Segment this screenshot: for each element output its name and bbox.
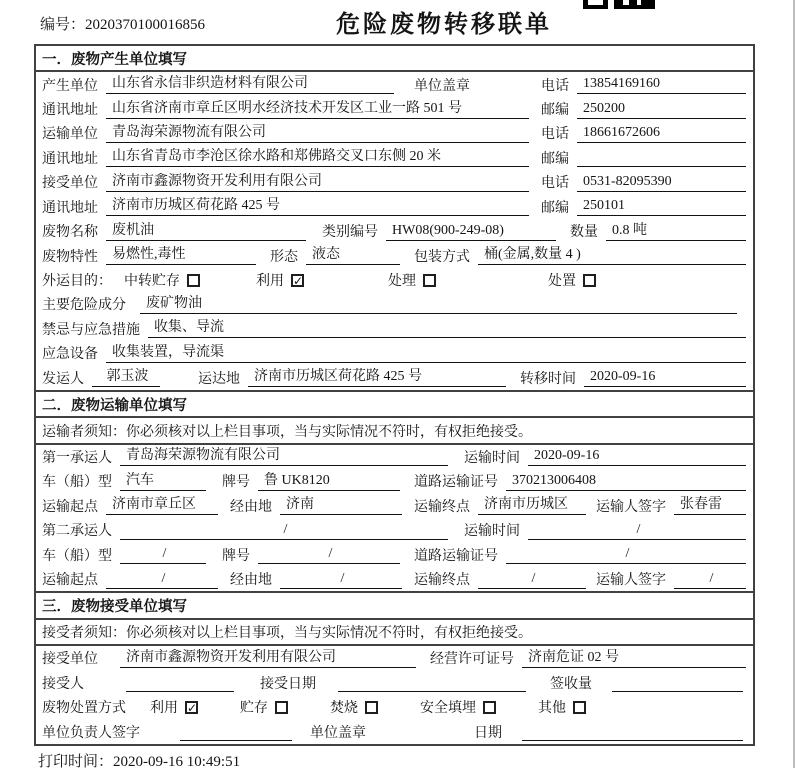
accepting-unit-row [36, 646, 753, 670]
vehicle-label: 车（船）型 [42, 475, 112, 491]
disposal-option-label: 贮存 [240, 701, 268, 717]
phone-label: 电话 [541, 127, 569, 143]
category-label: 类别编号 [322, 225, 378, 241]
transporter-label: 运输单位 [42, 127, 98, 143]
accepting-unit-label: 接受单位 [42, 652, 98, 668]
transporter-phone-group [541, 123, 751, 143]
trait-label: 废物特性 [42, 249, 98, 265]
receiver-address-row [36, 195, 753, 219]
transporter-notice-row [36, 418, 753, 444]
carrier2-plate-value: / [258, 545, 400, 564]
transfer-time-label: 转移时间 [520, 371, 576, 387]
sign-label: 运输人签字 [596, 499, 666, 515]
license-value: 济南危证 02 号 [522, 649, 746, 668]
transporter-group [42, 123, 541, 143]
packing-value: 桶(金属,数量 4 ) [478, 246, 746, 265]
use-checkbox: ✓ [293, 273, 304, 288]
carrier1-via-value: 济南 [280, 496, 402, 515]
purpose-option-use [256, 270, 304, 290]
sign-label: 运输人签字 [596, 573, 666, 589]
section3-header: 三．废物接受单位填写 [36, 591, 753, 619]
qr-module [629, 0, 637, 5]
serial-number-line [40, 13, 205, 34]
manifest-form [34, 44, 755, 746]
disposal-option-landfill [420, 697, 496, 717]
treatment-checkbox [423, 274, 436, 287]
seal-label: 单位盖章 [414, 78, 470, 94]
via-label: 经由地 [230, 573, 272, 589]
disposal-checkbox [583, 274, 596, 287]
received-qty-value [612, 673, 743, 692]
disposal-method-label: 废物处置方式 [42, 701, 126, 717]
transporter-zip-group [541, 148, 751, 168]
disposal-method-row [36, 695, 753, 719]
date-value [522, 722, 743, 741]
carrier1-plate-value: 鲁 UK8120 [258, 472, 400, 491]
qr-finder-pattern [583, 0, 608, 9]
receiver-row [36, 170, 753, 194]
quantity-value: 0.8 吨 [606, 222, 746, 241]
address-label: 通讯地址 [42, 200, 98, 216]
section1-header: 一．废物产生单位填写 [36, 46, 753, 72]
terminal-label: 运输终点 [414, 573, 470, 589]
carrier1-row [36, 445, 753, 469]
disposal-option-label: 利用 [150, 701, 178, 717]
shipper-label: 发运人 [42, 371, 84, 387]
carrier2-time-value: / [528, 521, 746, 540]
disposal-option-label: 安全填埋 [420, 701, 476, 717]
disposal-option-label: 其他 [538, 701, 566, 717]
plate-label: 牌号 [222, 475, 250, 491]
waste-name-value: 废机油 [106, 222, 306, 241]
qr-code-fragment [583, 0, 655, 9]
qr-module [614, 0, 623, 5]
taboo-value: 收集、导流 [148, 319, 746, 338]
carrier1-value: 青岛海荣源物流有限公司 [120, 447, 448, 466]
acceptor-value [126, 673, 234, 692]
transporter-notice-text: 运输者须知：你必须核对以上栏目事项，当与实际情况不符时，有权拒绝接受。 [42, 424, 532, 440]
qr-module [614, 5, 655, 9]
receiver-zip-group [541, 197, 751, 217]
carrier1-vehicle-value: 汽车 [120, 472, 206, 491]
producer-label: 产生单位 [42, 78, 98, 94]
carrier2-via-value: / [280, 570, 402, 589]
waste-name-row [36, 219, 753, 243]
disposal-option-label: 焚烧 [330, 701, 358, 717]
producer-address-row [36, 97, 753, 121]
road-permit-label: 道路运输证号 [414, 548, 498, 564]
producer-row [36, 72, 753, 96]
receiver-zip-value: 250101 [577, 197, 746, 216]
receiver-value: 济南市鑫源物资开发利用有限公司 [106, 173, 529, 192]
producer-group [42, 75, 541, 95]
address-label: 通讯地址 [42, 103, 98, 119]
carrier2-permit-value: / [506, 545, 746, 564]
accepting-unit-value: 济南市鑫源物资开发利用有限公司 [120, 649, 416, 668]
equipment-value: 收集装置，导流渠 [106, 344, 746, 363]
zip-label: 邮编 [541, 151, 569, 167]
waste-trait-row [36, 243, 753, 267]
disposal-storage-checkbox [275, 701, 288, 714]
origin-label: 运输起点 [42, 573, 98, 589]
transport-time-label: 运输时间 [464, 524, 520, 540]
destination-label: 运达地 [198, 371, 240, 387]
producer-value: 山东省永信非织造材料有限公司 [106, 75, 394, 94]
serial-number: 2020370100016856 [85, 17, 206, 33]
date-label: 日期 [474, 725, 502, 741]
plate-label: 牌号 [222, 548, 250, 564]
destination-value: 济南市历城区荷花路 425 号 [248, 368, 506, 387]
carrier2-vehicle-row [36, 542, 753, 566]
purpose-row [36, 268, 753, 292]
producer-zip-value: 250200 [577, 100, 746, 119]
acceptor-label: 接受人 [42, 676, 84, 692]
purpose-option-transfer-storage [124, 270, 200, 290]
purpose-option-label: 处理 [388, 274, 416, 289]
disposal-use-checkbox: ✓ [187, 700, 198, 715]
carrier1-sign-value: 张春雷 [674, 496, 746, 515]
transporter-phone-value: 18661672606 [577, 124, 746, 143]
page-edge-line [793, 0, 795, 768]
carrier1-permit-value: 370213006408 [506, 472, 746, 491]
section2-header: 二．废物运输单位填写 [36, 390, 753, 418]
hazard-row [36, 292, 753, 316]
carrier2-row [36, 518, 753, 542]
transfer-time-value: 2020-09-16 [584, 368, 746, 387]
phone-label: 电话 [541, 78, 569, 94]
disposal-option-storage [240, 697, 288, 717]
disposal-option-use [150, 697, 198, 717]
purpose-option-label: 处置 [548, 274, 576, 289]
taboo-label: 禁忌与应急措施 [42, 322, 140, 338]
carrier2-origin-value: / [106, 570, 218, 589]
manager-sign-value [180, 722, 292, 741]
purpose-option-disposal [548, 270, 596, 290]
producer-address-group [42, 99, 541, 119]
purpose-option-treatment [388, 270, 436, 290]
transporter-address-value: 山东省青岛市李沧区徐水路和郑佛路交叉口东侧 20 米 [106, 148, 529, 167]
print-time-label: 打印时间： [38, 754, 114, 768]
receiver-label: 接受单位 [42, 176, 98, 192]
receiver-address-value: 济南市历城区荷花路 425 号 [106, 197, 529, 216]
received-qty-label: 签收量 [550, 676, 592, 692]
transporter-value: 青岛海荣源物流有限公司 [106, 124, 529, 143]
equipment-row [36, 341, 753, 365]
qr-module [641, 0, 655, 5]
waste-name-label: 废物名称 [42, 225, 98, 241]
carrier2-route-row [36, 567, 753, 591]
transfer-storage-checkbox [187, 274, 200, 287]
carrier2-label: 第二承运人 [42, 524, 112, 540]
road-permit-label: 道路运输证号 [414, 475, 498, 491]
hazard-label: 主要危险成分 [42, 298, 126, 314]
manager-sign-row [36, 719, 753, 743]
transporter-zip-value [577, 148, 746, 167]
disposal-option-incineration [330, 697, 378, 717]
receiver-group [42, 172, 541, 192]
purpose-option-label: 中转贮存 [124, 274, 180, 289]
taboo-row [36, 317, 753, 341]
shipper-value: 郭玉波 [92, 368, 160, 387]
phone-label: 电话 [541, 176, 569, 192]
disposal-other-checkbox [573, 701, 586, 714]
address-label: 通讯地址 [42, 151, 98, 167]
carrier1-label: 第一承运人 [42, 450, 112, 466]
purpose-label: 外运目的： [42, 274, 112, 289]
accept-date-label: 接受日期 [260, 676, 316, 692]
terminal-label: 运输终点 [414, 499, 470, 515]
accept-date-value [338, 673, 526, 692]
carrier1-terminal-value: 济南市历城区 [478, 496, 586, 515]
receiver-phone-value: 0531-82095390 [577, 173, 746, 192]
carrier2-terminal-value: / [478, 570, 586, 589]
carrier1-vehicle-row [36, 469, 753, 493]
zip-label: 邮编 [541, 103, 569, 119]
carrier2-sign-value: / [674, 570, 746, 589]
producer-zip-group [541, 99, 751, 119]
quantity-label: 数量 [570, 225, 598, 241]
transport-time-label: 运输时间 [464, 450, 520, 466]
receiver-notice-text: 接受者须知：你必须核对以上栏目事项，当与实际情况不符时，有权拒绝接受。 [42, 625, 532, 641]
producer-address-value: 山东省济南市章丘区明水经济技术开发区工业一路 501 号 [106, 100, 529, 119]
carrier2-value: / [120, 521, 448, 540]
producer-phone-group [541, 75, 751, 95]
transporter-address-row [36, 146, 753, 170]
zip-label: 邮编 [541, 200, 569, 216]
carrier1-origin-value: 济南市章丘区 [106, 496, 218, 515]
manager-sign-label: 单位负责人签字 [42, 725, 140, 741]
receiver-phone-group [541, 172, 751, 192]
trait-value: 易燃性,毒性 [106, 246, 256, 265]
packing-label: 包装方式 [414, 249, 470, 265]
equipment-label: 应急设备 [42, 347, 98, 363]
unit-seal-label: 单位盖章 [310, 725, 366, 741]
disposal-landfill-checkbox [483, 701, 496, 714]
print-time-value: 2020-09-16 10:49:51 [113, 754, 241, 768]
acceptor-row [36, 671, 753, 695]
purpose-option-label: 利用 [256, 274, 284, 289]
transporter-address-group [42, 148, 541, 168]
page-title: 危险废物转移联单 [336, 11, 552, 38]
license-label: 经营许可证号 [430, 652, 514, 668]
print-time-line [38, 750, 240, 768]
transporter-row [36, 121, 753, 145]
receiver-address-group [42, 197, 541, 217]
receiver-notice-row [36, 620, 753, 646]
serial-label: 编号： [40, 17, 86, 33]
origin-label: 运输起点 [42, 499, 98, 515]
producer-phone-value: 13854169160 [577, 75, 746, 94]
category-value: HW08(900-249-08) [386, 222, 556, 241]
form-label: 形态 [270, 249, 298, 265]
carrier1-time-value: 2020-09-16 [528, 447, 746, 466]
disposal-incineration-checkbox [365, 701, 378, 714]
via-label: 经由地 [230, 499, 272, 515]
vehicle-label: 车（船）型 [42, 548, 112, 564]
shipper-row [36, 365, 753, 389]
carrier1-route-row [36, 494, 753, 518]
form-value: 液态 [306, 246, 400, 265]
document-header [0, 0, 796, 44]
carrier2-vehicle-value: / [120, 545, 206, 564]
hazard-value: 废矿物油 [140, 295, 737, 314]
disposal-option-other [538, 697, 586, 717]
